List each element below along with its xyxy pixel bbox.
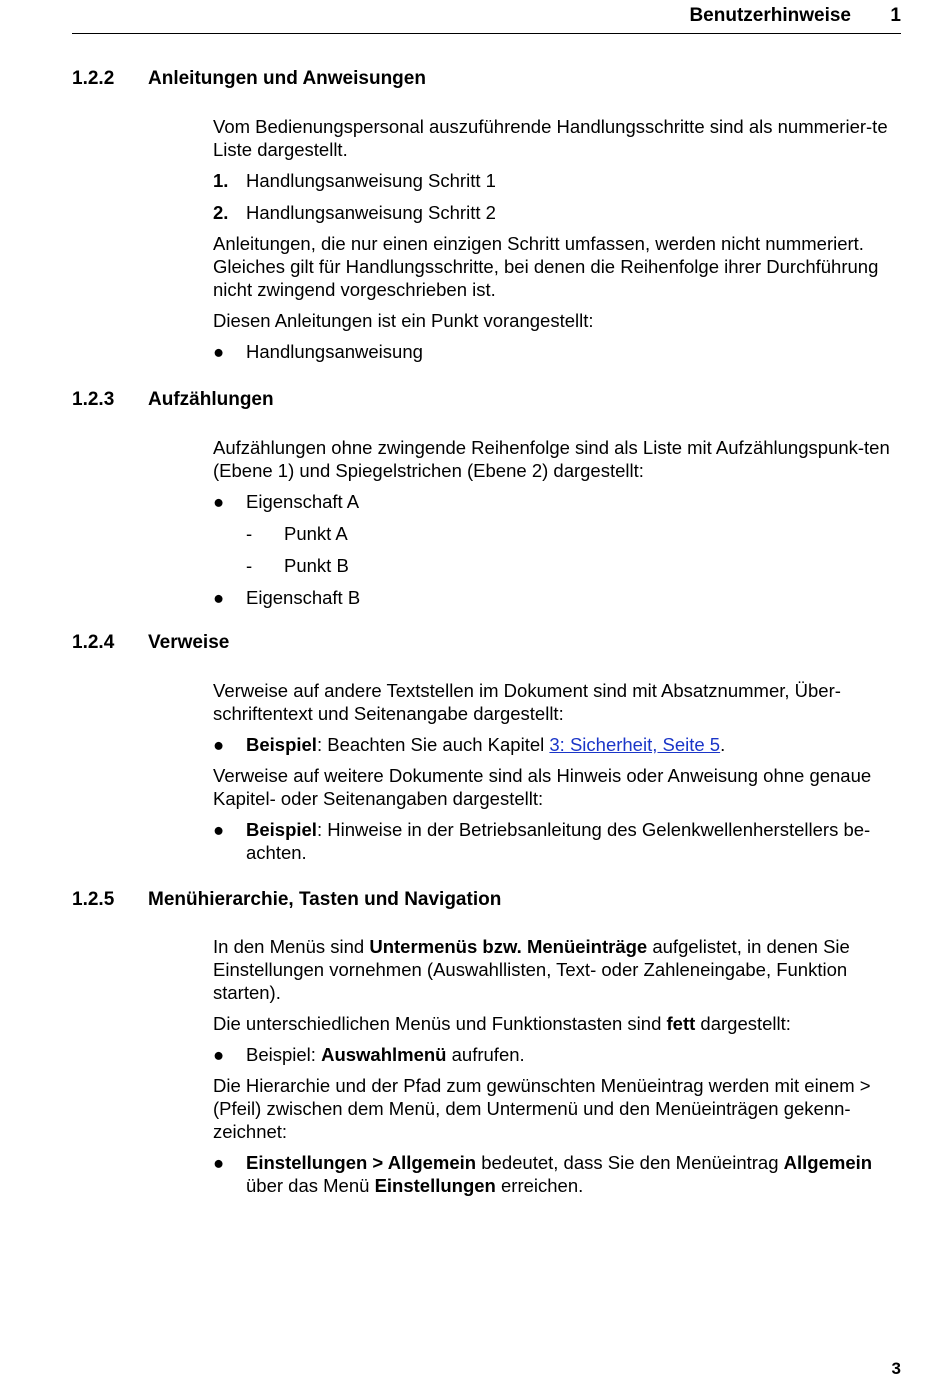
bold-text: Einstellungen <box>374 1175 496 1196</box>
section-title: Anleitungen und Anweisungen <box>148 68 426 89</box>
section-number: 1.2.2 <box>72 68 115 89</box>
bold-text: fett <box>666 1013 696 1034</box>
dash-icon: - <box>246 555 253 576</box>
step-number: 2. <box>213 202 229 223</box>
bullet-item <box>213 490 905 513</box>
section-body-1-2-2 <box>213 115 905 363</box>
text: Die unterschiedlichen Menüs und Funktionstasten sind <box>213 1013 667 1034</box>
section-heading-1-2-2 <box>72 68 426 90</box>
bold-text: Einstellungen <box>246 1152 368 1173</box>
text: erreichen. <box>495 1175 584 1196</box>
section-number: 1.2.4 <box>72 632 115 653</box>
chapter-reference-link[interactable]: 3: Sicherheit, Seite 5 <box>549 734 721 755</box>
text: dargestellt: <box>695 1013 791 1034</box>
dash-item <box>213 522 905 545</box>
paragraph <box>213 935 905 1004</box>
bullet-icon: ● <box>213 491 225 512</box>
bullet-icon: ● <box>213 341 225 362</box>
text: aufrufen. <box>446 1044 525 1065</box>
section-body-1-2-3 <box>213 436 905 609</box>
page-number: 3 <box>891 1359 901 1378</box>
step-text: Handlungsanweisung Schritt 1 <box>246 170 496 191</box>
section-title: Verweise <box>148 632 230 653</box>
section-title: Menühierarchie, Tasten und Navigation <box>148 889 502 910</box>
step-text: Handlungsanweisung Schritt 2 <box>246 202 496 223</box>
numbered-step <box>213 201 905 224</box>
step-number: 1. <box>213 170 229 191</box>
bullet-icon: ● <box>213 1152 225 1173</box>
bullet-item <box>213 733 905 756</box>
text: über das Menü <box>246 1175 375 1196</box>
numbered-step <box>213 169 905 192</box>
dash-text: Punkt B <box>284 555 349 576</box>
paragraph: Vom Bedienungspersonal auszuführende Handlungsschritte sind als nummerier-te Liste dargestellt. <box>213 116 888 160</box>
section-heading-1-2-4 <box>72 632 229 654</box>
text: In den Menüs sind <box>213 936 370 957</box>
bullet-icon: ● <box>213 734 225 755</box>
bullet-text: Eigenschaft A <box>246 491 360 512</box>
bullet-icon: ● <box>213 587 225 608</box>
bullet-item <box>213 818 905 864</box>
section-body-1-2-4 <box>213 679 905 864</box>
example-text: : Hinweise in der Betriebsanleitung des Gelenkwellenherstellers be-achten. <box>246 819 871 863</box>
header-chapter-number: 1 <box>890 5 901 26</box>
paragraph: Diesen Anleitungen ist ein Punkt vorangestellt: <box>213 310 594 331</box>
dash-text: Punkt A <box>284 523 348 544</box>
dash-icon: - <box>246 523 253 544</box>
example-end: . <box>720 734 726 755</box>
paragraph: Anleitungen, die nur einen einzigen Schritt umfassen, werden nicht nummeriert. Gleiches gilt für Handlungsschritte, bei denen die Reihenfolge ihrer Durchführung nicht zwingend vorgeschrieben ist. <box>213 233 879 300</box>
bullet-text: Eigenschaft B <box>246 587 361 608</box>
bold-text: Allgemein <box>387 1152 477 1173</box>
section-heading-1-2-5 <box>72 889 501 911</box>
paragraph: Aufzählungen ohne zwingende Reihenfolge sind als Liste mit Aufzählungspunk-ten (Ebene 1) und Spiegelstrichen (Ebene 2) dargestellt: <box>213 437 890 481</box>
section-title: Aufzählungen <box>148 389 274 410</box>
bullet-icon: ● <box>213 1044 225 1065</box>
section-number: 1.2.5 <box>72 889 115 910</box>
text: Beispiel: <box>246 1044 322 1065</box>
paragraph <box>213 1012 905 1035</box>
bullet-item <box>213 1043 905 1066</box>
bullet-text: Handlungsanweisung <box>246 341 423 362</box>
text: aufgelistet, in denen Sie Einstellungen vornehmen (Auswahllisten, Text- oder Zahleneingabe, Funktion starten). <box>213 936 850 1003</box>
text: bedeutet, dass Sie den Menüeintrag <box>476 1152 784 1173</box>
paragraph: Verweise auf weitere Dokumente sind als Hinweis oder Anweisung ohne genaue Kapitel- oder Seitenangaben dargestellt: <box>213 765 872 809</box>
bold-text: Untermenüs bzw. Menüeinträge <box>369 936 648 957</box>
bullet-icon: ● <box>213 819 225 840</box>
bold-text: Allgemein <box>783 1152 873 1173</box>
page-header <box>72 5 901 34</box>
bullet-item <box>213 1151 905 1197</box>
bold-text: > <box>367 1152 388 1173</box>
example-text: : Beachten Sie auch Kapitel <box>316 734 550 755</box>
section-heading-1-2-3 <box>72 389 274 411</box>
paragraph: Die Hierarchie und der Pfad zum gewünschten Menüeintrag werden mit einem > (Pfeil) zwischen dem Menü, dem Untermenü und den Menüeinträgen gekenn-zeichnet: <box>213 1075 871 1142</box>
bullet-item <box>213 340 905 363</box>
bold-text: Auswahlmenü <box>321 1044 447 1065</box>
paragraph: Verweise auf andere Textstellen im Dokument sind mit Absatznummer, Über-schriftentext und Seitenangabe dargestellt: <box>213 680 841 724</box>
section-body-1-2-5 <box>213 935 905 1197</box>
example-label: Beispiel <box>246 819 317 840</box>
dash-item <box>213 554 905 577</box>
bullet-item <box>213 586 905 609</box>
example-label: Beispiel <box>246 734 317 755</box>
header-title: Benutzerhinweise <box>689 5 851 26</box>
section-number: 1.2.3 <box>72 389 115 410</box>
